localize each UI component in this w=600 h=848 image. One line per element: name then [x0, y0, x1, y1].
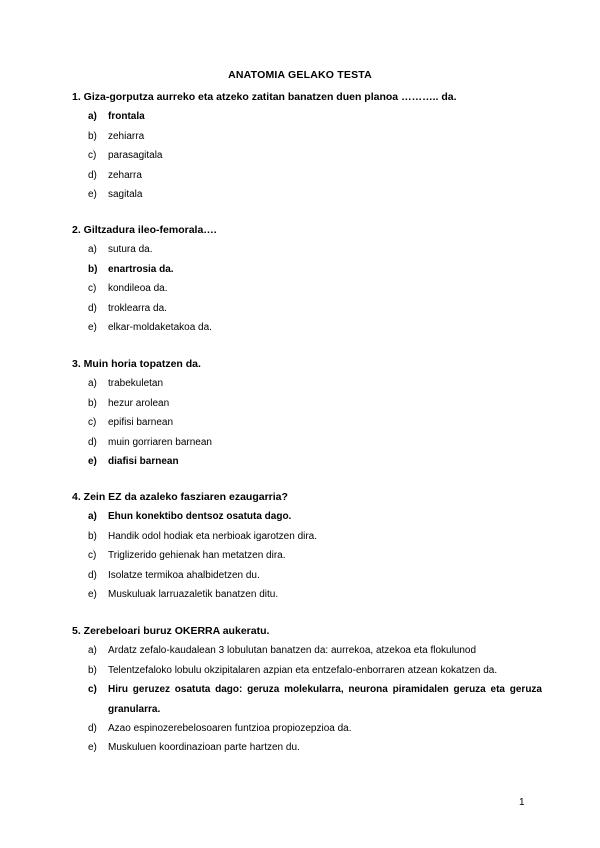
- question-text: 5. Zerebeloari buruz OKERRA aukeratu.: [72, 625, 270, 637]
- option-letter: a): [88, 511, 97, 523]
- option-text: sagitala: [108, 189, 143, 201]
- option-text: epifisi barnean: [108, 417, 174, 429]
- option-letter: a): [88, 244, 97, 256]
- option-text: sutura da.: [108, 244, 153, 256]
- option-text: diafisi barnean: [108, 456, 179, 468]
- option-text: zeharra: [108, 169, 142, 181]
- option-letter: d): [88, 169, 97, 181]
- option-letter: d): [88, 436, 97, 448]
- option-c: [88, 146, 542, 165]
- option-text: Handik odol hodiak eta nerbioak igarotzen dira.: [108, 530, 318, 542]
- option-b: [88, 394, 542, 413]
- option-e: [88, 185, 542, 204]
- option-letter: e): [88, 456, 97, 468]
- option-d: [88, 166, 542, 185]
- question-text: 3. Muin horia topatzen da.: [72, 358, 201, 370]
- option-b: [88, 260, 542, 279]
- question-3: [72, 355, 542, 471]
- question-text: 2. Giltzadura ileo-femorala….: [72, 224, 217, 236]
- option-d: [88, 566, 542, 585]
- question-5: [72, 622, 542, 758]
- option-e: [88, 738, 542, 757]
- option-a: [88, 107, 542, 126]
- option-a: [88, 240, 542, 259]
- document-title: ANATOMIA GELAKO TESTA: [228, 69, 372, 81]
- option-e: [88, 585, 542, 604]
- option-a: [88, 641, 542, 660]
- option-text: Muskuluen koordinazioan parte hartzen du.: [108, 742, 300, 754]
- question-2: [72, 221, 542, 337]
- option-text: Muskuluak larruazaletik banatzen ditu.: [108, 589, 279, 601]
- option-text: Hiru geruzez osatuta dago: geruza molekularra, neurona piramidalen geruza eta geruza granularra.: [108, 684, 542, 715]
- option-letter: c): [88, 550, 97, 562]
- option-letter: a): [88, 645, 97, 657]
- option-letter: b): [88, 664, 97, 676]
- question-text: 4. Zein EZ da azaleko fasziaren ezaugarria?: [72, 491, 288, 503]
- option-c: [88, 413, 542, 432]
- option-letter: b): [88, 530, 97, 542]
- option-letter: d): [88, 569, 97, 581]
- option-c: [88, 279, 542, 298]
- option-e: [88, 452, 542, 471]
- option-letter: d): [88, 723, 97, 735]
- option-a: [88, 507, 542, 526]
- option-text: zehiarra: [108, 130, 145, 142]
- option-letter: e): [88, 742, 97, 754]
- option-text: Isolatze termikoa ahalbidetzen du.: [108, 569, 260, 581]
- option-letter: a): [88, 378, 97, 390]
- option-text: trabekuletan: [108, 378, 164, 390]
- option-text: Ardatz zefalo-kaudalean 3 lobulutan banatzen da: aurrekoa, atzekoa eta flokulunod: [108, 645, 477, 657]
- option-letter: e): [88, 589, 97, 601]
- question-1: [72, 88, 542, 204]
- option-letter: b): [88, 130, 97, 142]
- option-text: kondileoa da.: [108, 283, 168, 295]
- option-text: parasagitala: [108, 150, 163, 162]
- option-letter: c): [88, 283, 97, 295]
- option-letter: e): [88, 189, 97, 201]
- option-letter: b): [88, 397, 97, 409]
- page-number: 1: [519, 797, 525, 808]
- option-letter: e): [88, 322, 97, 334]
- option-b: [88, 661, 542, 680]
- option-d: [88, 299, 542, 318]
- option-letter: d): [88, 302, 97, 314]
- option-e: [88, 318, 542, 337]
- option-b: [88, 127, 542, 146]
- option-text: Triglizerido gehienak han metatzen dira.: [108, 550, 286, 562]
- option-d: [88, 433, 542, 452]
- question-text: 1. Giza-gorputza aurreko eta atzeko zatitan banatzen duen planoa ……….. da.: [72, 91, 457, 103]
- option-text: Ehun konektibo dentsoz osatuta dago.: [108, 511, 292, 523]
- option-text: Azao espinozerebelosoaren funtzioa propiozepzioa da.: [108, 723, 352, 735]
- option-a: [88, 374, 542, 393]
- question-4: [72, 488, 542, 604]
- option-letter: c): [88, 417, 97, 429]
- option-text: muin gorriaren barnean: [108, 436, 212, 448]
- option-letter: c): [88, 684, 97, 696]
- option-letter: a): [88, 111, 97, 123]
- option-text: hezur arolean: [108, 397, 170, 409]
- option-text: troklearra da.: [108, 302, 167, 314]
- option-letter: b): [88, 263, 98, 275]
- option-text: elkar-moldaketakoa da.: [108, 322, 212, 334]
- option-d: [88, 719, 542, 738]
- option-b: [88, 527, 542, 546]
- option-letter: c): [88, 150, 97, 162]
- option-text: frontala: [108, 111, 145, 123]
- option-c: [88, 546, 542, 565]
- option-text: Telentzefaloko lobulu okzipitalaren azpian eta entzefalo-enborraren atzean kokatzen da.: [108, 664, 498, 676]
- option-c: [88, 680, 542, 719]
- option-text: enartrosia da.: [108, 263, 174, 275]
